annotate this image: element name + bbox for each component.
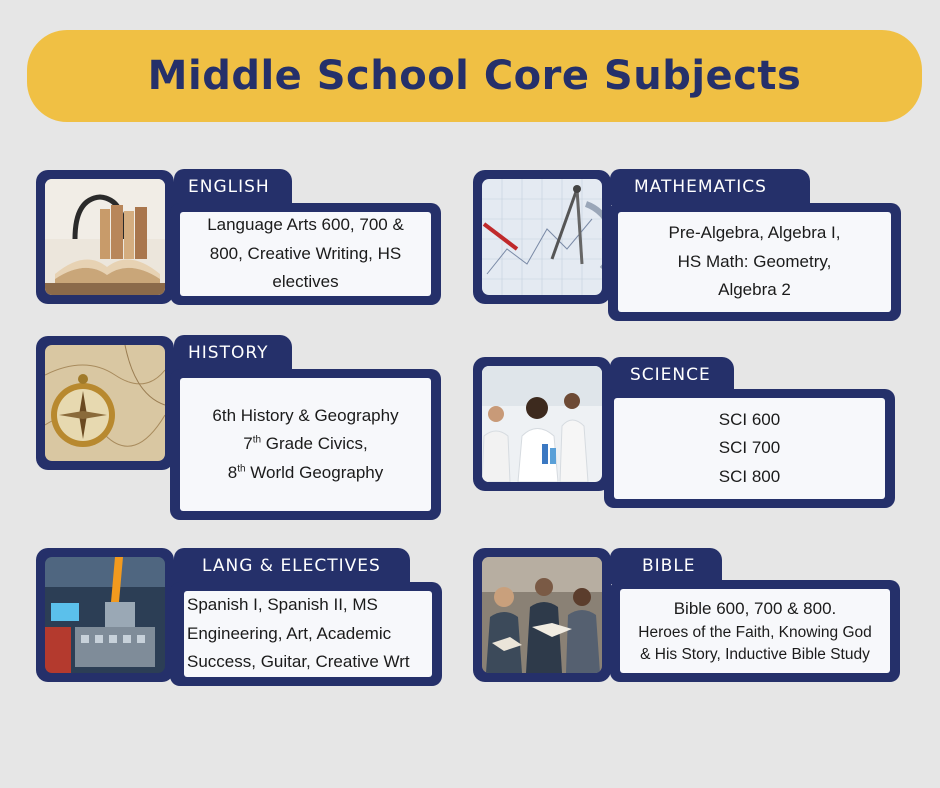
- bible-photo: [482, 557, 602, 673]
- lang-electives-line: Engineering, Art, Academic: [187, 623, 392, 643]
- history-line: 8th World Geography: [227, 462, 384, 482]
- bible-line: & His Story, Inductive Bible Study: [640, 646, 870, 663]
- english-description-box: [170, 203, 441, 305]
- lang-electives-photo: [45, 557, 165, 673]
- history-description: [180, 378, 431, 511]
- lang-electives-description: [184, 591, 432, 677]
- english-photo: [45, 179, 165, 295]
- mathematics-photo: [482, 179, 602, 295]
- science-description: [614, 398, 885, 499]
- mathematics-line: Pre-Algebra, Algebra I,: [668, 223, 841, 243]
- science-description-box: [604, 389, 895, 508]
- history-line: 6th History & Geography: [212, 405, 399, 425]
- science-tab: SCIENCE: [610, 357, 734, 393]
- bible-tab: BIBLE: [610, 548, 722, 584]
- english-tab: ENGLISH: [174, 169, 292, 205]
- mathematics-description-box: [608, 203, 901, 321]
- history-tab: HISTORY: [174, 335, 292, 371]
- english-line: electives: [272, 272, 339, 292]
- bible-photo-frame: [473, 548, 611, 682]
- english-line: Language Arts 600, 700 &: [207, 215, 404, 235]
- title-banner: [27, 30, 922, 122]
- mathematics-description: [618, 212, 891, 312]
- science-photo: [482, 366, 602, 482]
- lang-electives-description-box: [170, 582, 442, 686]
- english-description: [180, 212, 431, 296]
- mathematics-line: Algebra 2: [718, 280, 791, 300]
- bible-description-box: [610, 580, 900, 682]
- english-line: 800, Creative Writing, HS: [209, 243, 402, 263]
- page-title: Middle School Core Subjects: [147, 53, 802, 99]
- bible-description: [620, 589, 890, 673]
- bible-line: Heroes of the Faith, Knowing God: [638, 624, 872, 641]
- science-line: SCI 800: [718, 466, 781, 486]
- lang-electives-line: Success, Guitar, Creative Wrt: [187, 652, 410, 672]
- mathematics-photo-frame: [473, 170, 611, 304]
- lang-electives-line: Spanish I, Spanish II, MS: [187, 595, 378, 615]
- mathematics-line: HS Math: Geometry,: [677, 251, 832, 271]
- english-photo-frame: [36, 170, 174, 304]
- history-line: 7th Grade Civics,: [243, 434, 368, 454]
- lang-electives-photo-frame: [36, 548, 174, 682]
- history-description-box: [170, 369, 441, 520]
- history-photo-frame: [36, 336, 174, 470]
- bible-line: Bible 600, 700 & 800.: [673, 599, 837, 618]
- mathematics-tab: MATHEMATICS: [610, 169, 810, 205]
- science-line: SCI 700: [718, 438, 781, 458]
- history-photo: [45, 345, 165, 461]
- science-photo-frame: [473, 357, 611, 491]
- science-line: SCI 600: [718, 409, 781, 429]
- lang-electives-tab: LANG & ELECTIVES: [174, 548, 410, 584]
